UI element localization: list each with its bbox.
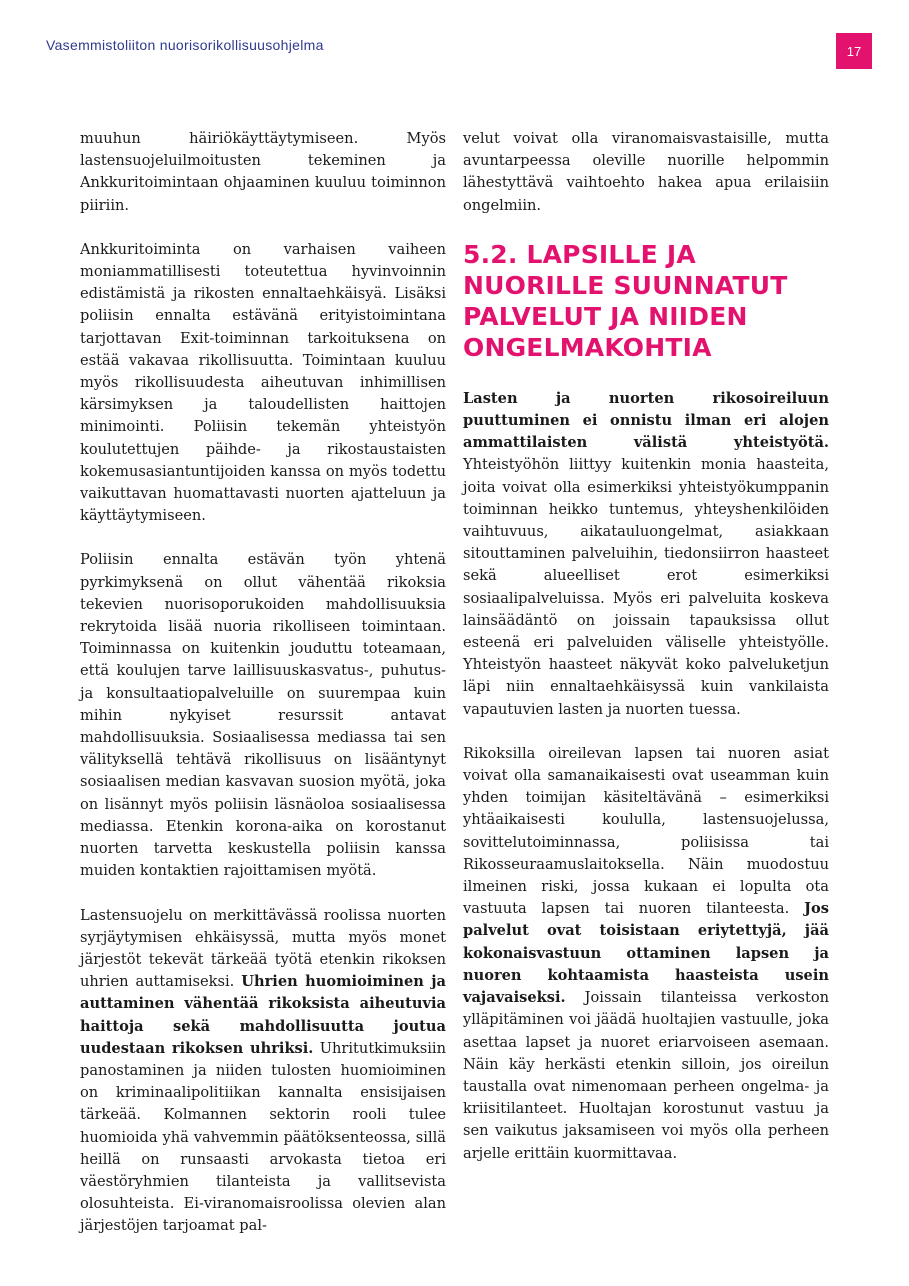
paragraph bbox=[80, 549, 446, 882]
paragraph bbox=[80, 905, 446, 1238]
paragraph-emphasis: Jos palvelut ovat toisistaan eriytettyjä, jää kokonaisvastuun ottaminen lapsen ja nuoren kohtaamista haasteista usein vajavaiseksi. bbox=[463, 900, 829, 1007]
section-heading: 5.2. LAPSILLE JA NUORILLE SUUNNATUT PALVELUT JA NIIDEN ONGELMAKOHTIA bbox=[463, 239, 788, 362]
paragraph-text: Rikoksilla oireilevan lapsen tai nuoren asiat voivat olla samanaikaisesti ovat useamman kuin yhden toimijan käsiteltävänä – esimerkiksi yhtäaikaisesti koululla, lastensuojelussa, sovittelutoiminnassa, poliisissa tai Rikosseuraamuslaitoksella. Näin muodostuu ilmeinen riski, jossa kukaan ei lopulta ota vastuuta lapsen tai nuoren tilanteesta. bbox=[463, 744, 829, 918]
paragraph bbox=[463, 128, 829, 217]
right-column bbox=[463, 128, 829, 1187]
paragraph-text: Lastensuojelu on merkittävässä roolissa nuorten syrjäytymisen ehkäisyssä, mutta myös monet järjestöt tekevät tärkeää työtä etenkin rikoksen uhrien auttamiseksi. bbox=[80, 906, 446, 991]
paragraph-text: muuhun häiriökäyttäytymiseen. Myös lastensuojeluilmoitusten tekeminen ja Ankkuritoimintaan ohjaaminen kuuluu toiminnon piiriin. bbox=[80, 130, 446, 214]
paragraph-text: Joissain tilanteissa verkoston ylläpitäminen voi jäädä huoltajien vastuulle, joka asettaa lapset ja nuoret eriarvoiseen asemaan. Näin käy herkästi etenkin silloin, jos oireilun taustalla ovat nimenomaan perheen ongelma- ja kriisitilanteet. Huoltajan korostunut vastuu ja sen vaikutus jaksamiseen voi myös olla perheen arjelle erittäin kuormittavaa. bbox=[463, 989, 829, 1162]
paragraph bbox=[80, 239, 446, 528]
paragraph bbox=[80, 128, 446, 217]
paragraph-emphasis: Uhrien huomioiminen ja auttaminen vähentää rikoksista aiheutuvia haittoja sekä mahdollisuutta joutua uudestaan rikoksen uhriksi. bbox=[80, 973, 447, 1057]
paragraph-emphasis: Lasten ja nuorten rikosoireiluun puuttuminen ei onnistu ilman eri alojen ammattilaisten välistä yhteistyötä. bbox=[463, 389, 829, 452]
paragraph-text: Ankkuritoiminta on varhaisen vaiheen moniammatillisesti toteutettua hyvinvoinnin edistämistä ja rikosten ennaltaehkäisyä. Lisäksi poliisin ennalta estävänä erityistoimintana tarjottavan Exit-toiminnan tarkoituksena on estää vakavaa rikollisuutta. Toimintaan kuuluu myös rikollisuudesta aiheutuvan inhimillisen kärsimyksen ja taloudellisten haittojen minimointi. Poliisin tekemän yhteistyön koulutettujen päihde- ja rikostaustaisten kokemusasiantuntijoiden kanssa on myös todettu vaikuttavan huomattavasti nuorten ajatteluun ja käyttäytymiseen. bbox=[80, 240, 446, 525]
paragraph bbox=[463, 388, 829, 721]
running-header-title: Vasemmistoliiton nuorisorikollisuusohjelma bbox=[46, 37, 324, 53]
paragraph-text: velut voivat olla viranomaisvastaisille, mutta avuntarpeessa oleville nuorille helpommin lähestyttävä vaihtoehto hakea apua erilaisiin ongelmiin. bbox=[463, 130, 829, 214]
page-number-badge: 17 bbox=[836, 33, 872, 69]
paragraph-text: Uhritutkimuksiin panostaminen ja niiden tulosten huomioiminen on kriminaalipolitiikan kannalta ensisijaisen tärkeää. Kolmannen sektorin rooli tulee huomioida yhä vahvemmin päätöksenteossa, sillä heillä on runsaasti arvokasta tietoa eri väestöryhmien tilanteista ja vallitsevista olosuhteista. Ei-viranomaisroolissa olevien alan järjestöjen tarjoamat pal- bbox=[80, 1039, 446, 1235]
paragraph-text: Yhteistyöhön liittyy kuitenkin monia haasteita, joita voivat olla esimerkiksi yhteistyökumppanin toiminnan heikko tuntemus, yhteyshenkilöiden vaihtuvuus, aikatauluongelmat, asiakkaan sitouttaminen palveluihin, tiedonsiirron haasteet sekä alueelliset erot esimerkiksi sosiaalipalveluissa. Myös eri palveluita koskeva lainsäädäntö on joissain tapauksissa ollut esteenä eri palveluiden väliselle yhteistyölle. Yhteistyön haasteet näkyvät koko palveluketjun läpi niin ennaltaehkäisyssä kuin vankilaista vapautuvien lasten ja nuorten tuessa. bbox=[463, 456, 829, 718]
paragraph bbox=[463, 743, 829, 1165]
paragraph-text: Poliisin ennalta estävän työn yhtenä pyrkimyksenä on ollut vähentää rikoksia tekevien nuorisoporukoiden mahdollisuuksia rekrytoida lisää nuoria rikolliseen toimintaan. Toiminnassa on kuitenkin jouduttu toteamaan, että koulujen tarve laillisuuskasvatus-, puhutus- ja konsultaatiopalveluille on suurempaa kuin mihin nykyiset resurssit antavat mahdollisuuksia. Sosiaalisessa mediassa tai sen välityksellä tehtävä rikollisuus on lisääntynyt sosiaalisen median kasvavan suosion myötä, joka on lisännyt myös poliisin läsnäoloa sosiaalisessa mediassa. Etenkin korona-aika on korostanut nuorten tarvetta keskustella poliisin kanssa muiden kontaktien rajoittamisen myötä. bbox=[80, 551, 446, 880]
left-column bbox=[80, 128, 446, 1260]
